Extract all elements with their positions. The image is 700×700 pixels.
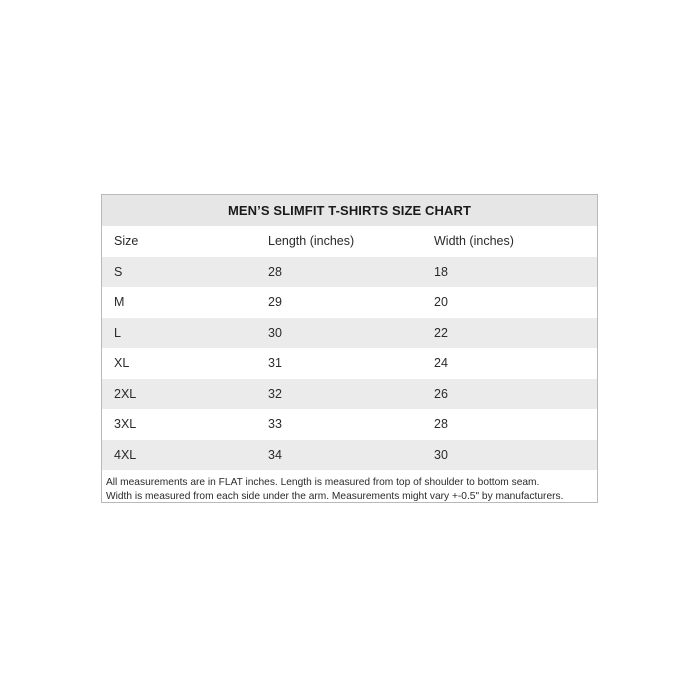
header-width: Width (inches) — [434, 234, 514, 249]
header-size: Size — [114, 234, 139, 249]
length-cell: 31 — [268, 356, 282, 371]
length-cell: 34 — [268, 447, 282, 462]
header-length: Length (inches) — [268, 234, 355, 249]
footnote-line: All measurements are in FLAT inches. Length is measured from top of shoulder to bottom seam. — [106, 477, 540, 488]
size-cell: XL — [114, 356, 130, 371]
width-cell: 24 — [434, 356, 448, 371]
width-cell: 22 — [434, 325, 448, 340]
width-cell: 28 — [434, 417, 448, 432]
width-cell: 30 — [434, 447, 448, 462]
length-cell: 33 — [268, 417, 282, 432]
table-row — [102, 440, 597, 471]
length-cell: 28 — [268, 264, 282, 279]
header-row — [102, 226, 597, 257]
table-row — [102, 348, 597, 379]
table-row — [102, 409, 597, 440]
measurement-footnote — [102, 470, 597, 503]
size-cell: S — [114, 264, 123, 279]
table-row — [102, 257, 597, 288]
size-cell: 4XL — [114, 447, 137, 462]
table-row — [102, 318, 597, 349]
chart-title: MEN’S SLIMFIT T-SHIRTS SIZE CHART — [102, 195, 597, 226]
size-cell: 3XL — [114, 417, 137, 432]
table-row — [102, 379, 597, 410]
length-cell: 30 — [268, 325, 282, 340]
footnote-line: Width is measured from each side under the arm. Measurements might vary +-0.5" by manufacturers. — [106, 490, 564, 502]
width-cell: 26 — [434, 386, 448, 401]
size-chart-table — [101, 194, 598, 503]
size-cell: M — [114, 295, 125, 310]
width-cell: 18 — [434, 264, 448, 279]
table-row — [102, 287, 597, 318]
size-cell: 2XL — [114, 386, 137, 401]
length-cell: 29 — [268, 295, 282, 310]
length-cell: 32 — [268, 386, 282, 401]
size-cell: L — [114, 325, 121, 340]
width-cell: 20 — [434, 295, 448, 310]
